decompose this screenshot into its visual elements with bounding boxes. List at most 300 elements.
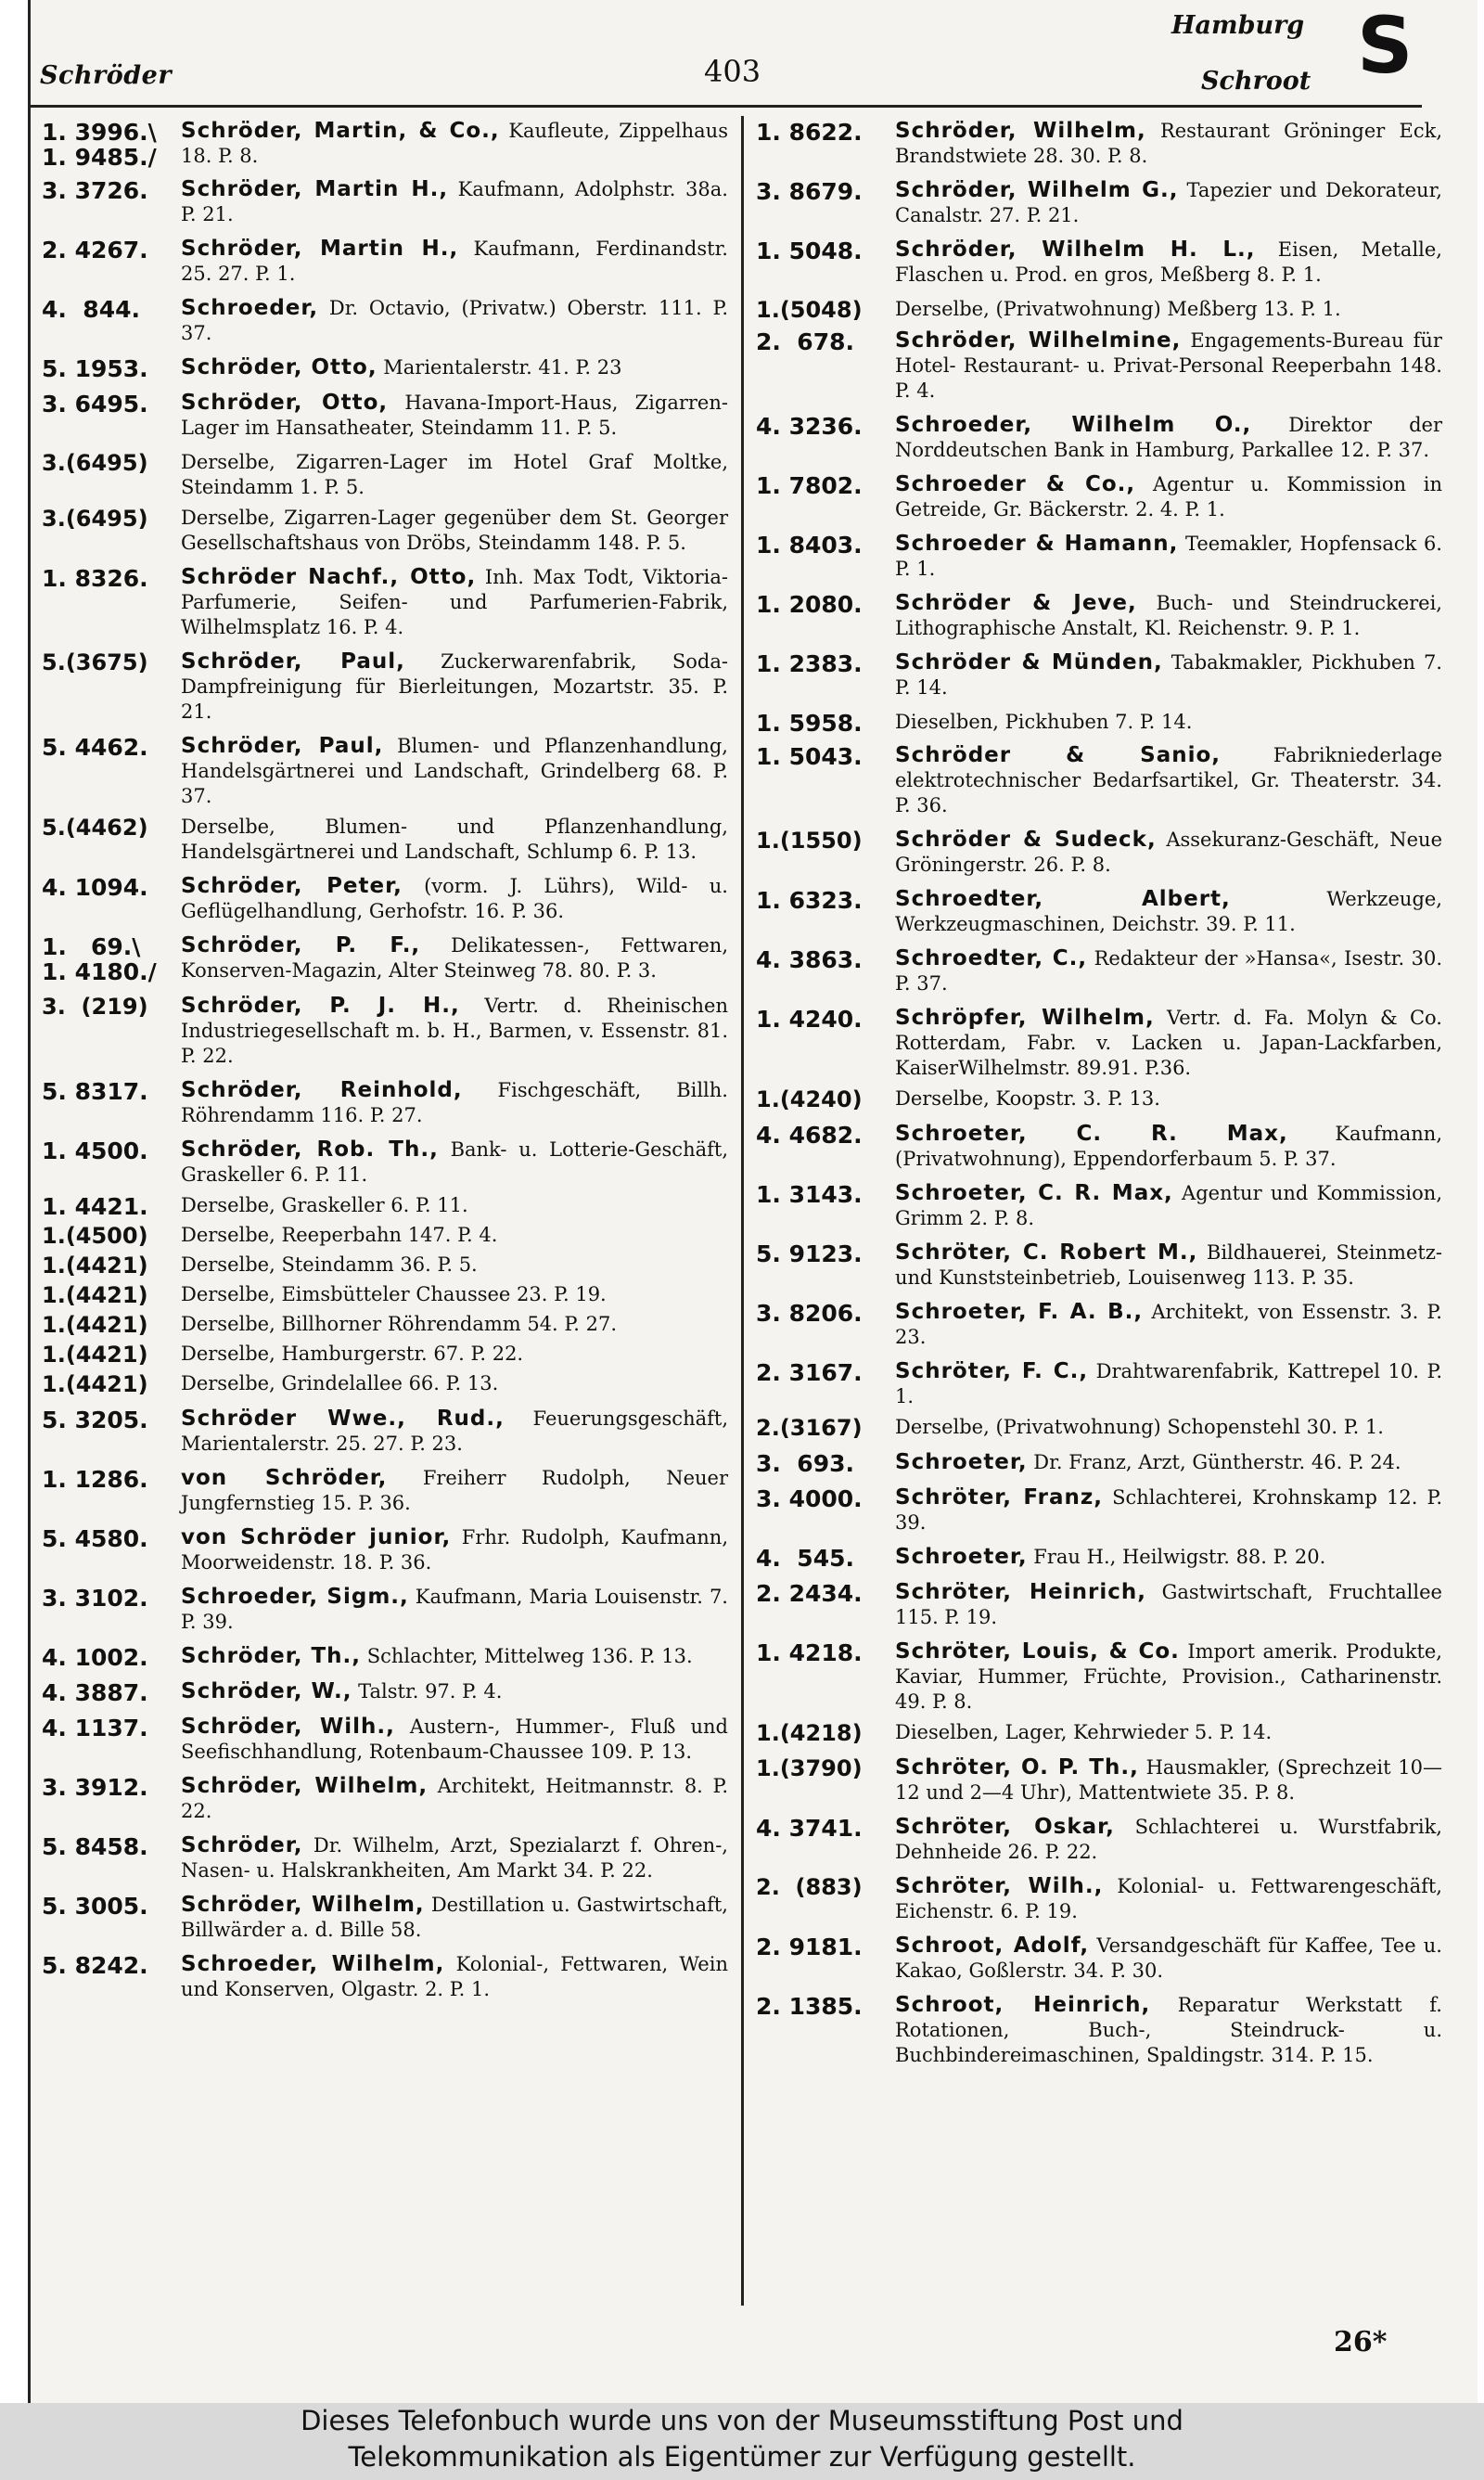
directory-entry [756,328,1442,404]
entry-name: Schröder, Wilhelm, [895,119,1146,143]
entry-text [181,1833,728,1883]
phone-number: 3. 3726. [42,177,148,204]
phone-number: 1. 69.\ 1. 4180./ [42,933,157,985]
directory-entry [42,1679,728,1705]
entry-name: Schröder Wwe., Rud., [181,1407,505,1431]
entry-text [181,1312,728,1337]
phone-number: 5. 1953. [42,355,148,382]
entry-details: Reparatur Werkstatt f. Rotationen, Buch-, Steindruck- u. Buchbindereimaschinen, Spaldingstr. 314. P. 15. [895,1994,1442,2066]
directory-entry [756,413,1442,463]
entry-name: Schröpfer, Wilhelm, [895,1006,1155,1030]
entry-text [895,828,1442,878]
entry-details: Agentur u. Kommission in Getreide, Gr. Bäckerstr. 2. 4. P. 1. [895,473,1443,520]
entry-text [181,1715,728,1765]
entry-text [181,1952,728,2002]
phone-number: 1.(4421) [42,1253,148,1279]
header-right-keyword: Schroot [1201,67,1311,96]
left-column [42,119,728,2011]
entry-text [895,946,1442,996]
entry-name: Schröder, Paul, [181,649,405,674]
phone-number: 1. 2080. [756,591,863,618]
directory-entry [756,1359,1442,1409]
entry-text [895,650,1442,700]
entry-name: Schröder, Wilh., [181,1715,395,1739]
directory-entry [756,828,1442,878]
entry-details: Derselbe, Blumen- und Pflanzenhandlung, Handelsgärtnerei und Landschaft, Schlump 6. P. 13. [181,816,728,863]
directory-entry [756,119,1442,169]
phone-number: 1. 5958. [756,710,863,737]
phone-number: 1.(4421) [42,1342,148,1368]
entry-details: Havana-Import-Haus, Zigarren-Lager im Hansatheater, Steindamm 11. P. 5. [181,392,728,439]
entry-name: Schröter, O. P. Th., [895,1755,1139,1780]
directory-entry [42,1644,728,1670]
entry-name: Schröder, Martin, & Co., [181,119,500,143]
entry-details: Kolonial-, Fettwaren, Wein und Konserven, Olgastr. 2. P. 1. [181,1953,728,2000]
phone-number: 1.(1550) [756,828,863,854]
entry-text [895,238,1442,288]
phone-number: 1. 8622. [756,119,863,146]
entry-name: Schröder, Wilhelm, [181,1774,429,1798]
phone-number: 1. 3996.\ 1. 9485./ [42,119,157,171]
phone-number: 2. 1385. [756,1993,863,2020]
entry-text [181,1525,728,1575]
phone-number: 2.(3167) [756,1415,863,1441]
directory-entry [42,1774,728,1824]
phone-number: 4. 3863. [756,946,863,973]
directory-entry [756,1639,1442,1715]
entry-details: Hausmakler, (Sprechzeit 10—12 und 2—4 Uhr), Mattentwiete 35. P. 8. [895,1756,1442,1804]
header-city: Hamburg [1171,11,1305,40]
entry-text [895,1934,1442,1984]
directory-entry [42,1193,728,1219]
entry-details: Vertr. d. Rheinischen Industriegesellschaft m. b. H., Barmen, v. Essenstr. 81. P. 22. [181,995,728,1067]
entry-text [895,1485,1442,1536]
phone-number: 1. 2383. [756,650,863,677]
phone-number: 1.(5048) [756,297,863,323]
directory-entry [42,1585,728,1635]
entry-text [895,1815,1442,1865]
directory-entry [756,1122,1442,1172]
directory-entry [42,506,728,556]
entry-name: Schröder, Th., [181,1644,362,1668]
entry-details: Import amerik. Produkte, Kaviar, Hummer, Früchte, Provision., Catharinenstr. 49. P. 8. [895,1640,1442,1713]
entry-text [895,1300,1442,1350]
directory-entry [756,1086,1442,1112]
phone-number: 5.(3675) [42,649,148,675]
entry-details: Kolonial- u. Fettwarengeschäft, Eichenstr. 6. P. 19. [895,1875,1442,1922]
entry-details: Schlachterei, Krohnskamp 12. P. 39. [895,1486,1442,1534]
directory-entry [42,1407,728,1457]
entry-details: Bildhauerei, Steinmetz- und Kunststeinbetrieb, Louisenweg 113. P. 35. [895,1241,1442,1289]
phone-number: 1. 5048. [756,238,863,264]
entry-name: Schroeter, C. R. Max, [895,1122,1288,1146]
directory-entry [42,994,728,1069]
entry-name: Schroeder & Co., [895,472,1136,496]
phone-number: 2. 9181. [756,1934,863,1960]
entry-name: Schroeter, C. R. Max, [895,1181,1173,1205]
entry-name: Schröder, Martin H., [181,177,449,201]
entry-text [895,328,1442,404]
entry-name: Schröder, P. J. H., [181,994,460,1018]
directory-entry [756,178,1442,228]
phone-number: 5. 8317. [42,1078,148,1105]
entry-details: Fischgeschäft, Billh. Röhrendamm 116. P. 27. [181,1079,728,1126]
directory-entry [756,1993,1442,2068]
entry-text [895,1415,1442,1440]
phone-number: 1. 4500. [42,1137,148,1164]
entry-name: Schröder, Wilhelm H. L., [895,238,1256,262]
entry-details: Derselbe, Zigarren-Lager gegenüber dem St. Georger Gesellschaftshaus von Dröbs, Steindamm 148. P. 5. [181,507,728,554]
directory-entry [42,815,728,865]
directory-entry [756,297,1442,323]
entry-details: Architekt, Heitmannstr. 8. P. 22. [181,1775,729,1822]
phone-number: 5. 4462. [42,734,148,761]
directory-entry [42,649,728,725]
entry-text [181,391,728,441]
entry-details: Fabrikniederlage elektrotechnischer Bedarfsartikel, Gr. Theaterstr. 34. P. 36. [895,744,1442,816]
entry-text [895,1240,1442,1291]
entry-name: Schröder, P. F., [181,933,421,957]
directory-entry [42,734,728,809]
directory-entry [756,1815,1442,1865]
entry-name: Schröder, Otto, [181,355,377,379]
entry-text [181,815,728,865]
entry-text [181,1585,728,1635]
entry-text [895,1720,1442,1745]
entry-text [895,591,1442,641]
directory-entry [756,1415,1442,1441]
footer-line-2: Telekommunikation als Eigentümer zur Verfügung gestellt. [348,2441,1136,2473]
entry-text [181,506,728,556]
phone-number: 5.(4462) [42,815,148,841]
entry-text [181,994,728,1069]
phone-number: 2. 678. [756,328,854,355]
directory-entry [42,1312,728,1338]
entry-text [181,1282,728,1307]
entry-details: Dieselben, Lager, Kehrwieder 5. P. 14. [895,1721,1273,1743]
phone-number: 3. (219) [42,994,148,1020]
phone-number: 1. 5043. [756,743,863,770]
entry-details: Vertr. d. Fa. Molyn & Co. Rotterdam, Fabr. v. Lacken u. Japan-Lackfarben, KaiserWilhelmstr. 89.91. P.36. [895,1007,1442,1079]
entry-name: Schroedter, Albert, [895,887,1231,911]
entry-details: Tabakmakler, Pickhuben 7. P. 14. [895,651,1442,699]
entry-name: Schröter, Oskar, [895,1815,1115,1839]
entry-text [895,1181,1442,1231]
entry-text [181,933,728,983]
phone-number: 1.(4421) [42,1312,148,1338]
entry-text [895,1580,1442,1630]
entry-text [181,874,728,924]
directory-entry [42,450,728,500]
entry-text [181,1371,728,1396]
directory-entry [756,1755,1442,1805]
entry-details: Kaufmann, Maria Louisenstr. 7. P. 39. [181,1586,728,1633]
phone-number: 3. 4000. [756,1485,863,1512]
entry-details: Dr. Franz, Arzt, Güntherstr. 46. P. 24. [1033,1451,1401,1473]
directory-entry [42,1137,728,1188]
entry-name: Schröder, Wilhelmine, [895,328,1182,353]
phone-number: 1. 7802. [756,472,863,499]
right-column [756,119,1442,2077]
entry-name: Schroeder, Wilhelm, [181,1952,445,1976]
directory-entry [756,591,1442,641]
directory-entry [42,1952,728,2002]
entry-details: Engagements-Bureau für Hotel- Restaurant- u. Privat-Personal Reeperbahn 148. P. 4. [895,329,1442,402]
entry-name: Schroeder, Wilhelm O., [895,413,1252,437]
directory-entry [756,1580,1442,1630]
phone-number: 2. 4267. [42,237,148,263]
phone-number: 4. 1002. [42,1644,148,1671]
entry-text [895,1545,1442,1570]
entry-text [895,532,1442,582]
phone-number: 2. 3167. [756,1359,863,1386]
entry-text [895,297,1442,322]
phone-number: 1. 4421. [42,1193,148,1220]
footer-notice [0,2403,1484,2480]
entry-details: Assekuranz-Geschäft, Neue Gröningerstr. 26. P. 8. [895,829,1442,876]
directory-entry [42,1282,728,1308]
entry-details: Dr. Octavio, (Privatw.) Oberstr. 111. P. 37. [181,297,728,344]
entry-text [181,177,728,227]
directory-entry [42,1078,728,1128]
directory-entry [42,296,728,346]
entry-details: Kaufleute, Zippelhaus 18. P. 8. [181,120,728,167]
directory-entry [42,1466,728,1516]
entry-name: Schröder, Peter, [181,874,403,898]
entry-text [181,1893,728,1943]
phone-number: 4. 3741. [756,1815,863,1842]
directory-entry [756,238,1442,288]
entry-name: Schroeder & Hamann, [895,532,1179,556]
directory-entry [42,1833,728,1883]
entry-text [895,887,1442,937]
phone-number: 3.(6495) [42,506,148,532]
entry-text [895,1450,1442,1475]
entry-details: Derselbe, Billhorner Röhrendamm 54. P. 27. [181,1313,618,1335]
entry-details: Restaurant Gröninger Eck, Brandstwiete 28. 30. P. 8. [895,120,1442,167]
directory-entry [756,1720,1442,1746]
entry-text [181,237,728,287]
phone-number: 4. 1137. [42,1715,148,1741]
entry-name: Schröder, Reinhold, [181,1078,463,1102]
entry-details: Eisen, Metalle, Flaschen u. Prod. en gros, Meßberg 8. P. 1. [895,238,1442,286]
entry-text [181,355,728,380]
entry-name: Schröder, Paul, [181,734,384,758]
phone-number: 4. 545. [756,1545,854,1572]
entry-details: Direktor der Norddeutschen Bank in Hamburg, Parkallee 12. P. 37. [895,414,1442,461]
directory-entry [756,650,1442,700]
directory-entry [42,391,728,441]
entry-name: Schröder, Wilhelm G., [895,178,1179,202]
entry-text [181,1342,728,1367]
directory-entry [42,1253,728,1279]
directory-entry [42,874,728,924]
entry-text [895,1359,1442,1409]
entry-name: Schröder, Rob. Th., [181,1137,439,1162]
phone-number: 3. 6495. [42,391,148,418]
phone-number: 2. 2434. [756,1580,863,1607]
entry-details: Tapezier und Dekorateur, Canalstr. 27. P. 21. [895,179,1442,226]
entry-details: Werkzeuge, Werkzeugmaschinen, Deichstr. 39. P. 11. [895,888,1442,935]
entry-name: Schroedter, C., [895,946,1088,970]
phone-number: 4. 4682. [756,1122,863,1149]
phone-number: 1.(3790) [756,1755,863,1781]
entry-details: Talstr. 97. P. 4. [358,1680,503,1703]
entry-name: Schröter, Louis, & Co. [895,1639,1180,1664]
directory-entry [756,532,1442,582]
entry-details: (vorm. J. Lührs), Wild- u. Geflügelhandlung, Gerhofstr. 16. P. 36. [181,875,728,922]
entry-details: Drahtwarenfabrik, Kattrepel 10. P. 1. [895,1360,1442,1407]
directory-entry [756,710,1442,736]
entry-name: Schröder Nachf., Otto, [181,565,477,589]
entry-name: Schroot, Heinrich, [895,1993,1151,2017]
entry-name: von Schröder junior, [181,1525,452,1549]
entry-details: Architekt, von Essenstr. 3. P. 23. [895,1301,1442,1348]
entry-text [895,1122,1442,1172]
entry-name: Schroeter, [895,1545,1028,1569]
directory-entry [756,472,1442,522]
directory-entry [756,1240,1442,1291]
directory-entry [42,177,728,227]
phone-number: 2. (883) [756,1874,863,1900]
entry-details: Delikatessen-, Fettwaren, Konserven-Magazin, Alter Steinweg 78. 80. P. 3. [181,934,728,982]
entry-details: Derselbe, Hamburgerstr. 67. P. 22. [181,1343,524,1365]
entry-name: Schröter, Franz, [895,1485,1104,1510]
directory-entry [756,1545,1442,1571]
entry-text [181,1774,728,1824]
entry-name: Schroeter, [895,1450,1028,1474]
directory-entry [756,1485,1442,1536]
phone-number: 4. 3887. [42,1679,148,1706]
phone-number: 5. 3205. [42,1407,148,1433]
entry-details: Dieselben, Pickhuben 7. P. 14. [895,711,1193,733]
header-rule [31,105,1422,108]
entry-text [895,119,1442,169]
directory-entry [42,1371,728,1397]
entry-details: Agentur und Kommission, Grimm 2. P. 8. [895,1182,1442,1229]
entry-details: Bank- u. Lotterie-Geschäft, Graskeller 6. P. 11. [181,1138,728,1186]
entry-details: Teemakler, Hopfensack 6. P. 1. [895,533,1442,580]
phone-number: 1.(4421) [42,1282,148,1308]
entry-text [895,710,1442,735]
phone-number: 4. 844. [42,296,140,323]
entry-details: Derselbe, Eimsbütteler Chaussee 23. P. 19. [181,1283,607,1305]
phone-number: 1. 8326. [42,565,148,592]
entry-details: Gastwirtschaft, Fruchtallee 115. P. 19. [895,1581,1442,1628]
entry-text [181,1078,728,1128]
directory-entry [756,946,1442,996]
entry-text [181,119,728,169]
entry-details: Blumen- und Pflanzenhandlung, Handelsgärtnerei und Landschaft, Grindelberg 68. P. 37. [181,735,728,807]
directory-entry [756,887,1442,937]
entry-text [895,1006,1442,1081]
phone-number: 3.(6495) [42,450,148,476]
entry-text [181,450,728,500]
entry-text [181,734,728,809]
entry-name: Schröder, Wilhelm, [181,1893,425,1917]
directory-entry [756,1181,1442,1231]
entry-text [181,1466,728,1516]
entry-text [181,1679,728,1704]
entry-details: Dr. Wilhelm, Arzt, Spezialarzt f. Ohren-, Nasen- u. Halskrankheiten, Am Markt 34. P. 22. [181,1834,728,1882]
directory-entry [42,933,728,984]
entry-text [181,649,728,725]
entry-details: Frau H., Heilwigstr. 88. P. 20. [1033,1546,1326,1568]
entry-details: Derselbe, (Privatwohnung) Meßberg 13. P. 1. [895,298,1341,320]
phone-number: 1. 3143. [756,1181,863,1208]
entry-text [181,1253,728,1278]
phone-number: 1.(4421) [42,1371,148,1397]
entry-text [895,1755,1442,1805]
entry-text [181,1137,728,1188]
entry-text [895,1874,1442,1924]
entry-name: Schröter, Wilh., [895,1874,1104,1898]
entry-name: Schroot, Adolf, [895,1934,1090,1958]
phone-number: 3. 3912. [42,1774,148,1801]
entry-name: Schröder, W., [181,1679,352,1703]
phone-number: 3. 8679. [756,178,863,205]
entry-details: Buch- und Steindruckerei, Lithographische Anstalt, Kl. Reichenstr. 9. P. 1. [895,592,1442,639]
phone-number: 1.(4500) [42,1223,148,1249]
entry-text [181,1407,728,1457]
entry-details: Destillation u. Gastwirtschaft, Billwärder a. d. Bille 58. [181,1894,728,1941]
entry-text [895,413,1442,463]
directory-entry [42,1525,728,1575]
directory-entry [42,1893,728,1943]
footer-line-1: Dieses Telefonbuch wurde uns von der Museumsstiftung Post und [301,2405,1183,2436]
phone-number: 5. 3005. [42,1893,148,1920]
entry-details: Kaufmann, Adolphstr. 38a. P. 21. [181,178,728,225]
directory-entry [42,1715,728,1765]
phone-number: 5. 4580. [42,1525,148,1552]
phone-number: 3. 8206. [756,1300,863,1327]
entry-name: Schröder & Sudeck, [895,828,1157,852]
entry-details: Schlachterei u. Wurstfabrik, Dehnheide 26. P. 22. [895,1816,1442,1863]
entry-text [895,743,1442,818]
entry-name: Schröder, Otto, [181,391,389,415]
entry-text [895,1639,1442,1715]
directory-page [28,0,1478,2403]
entry-details: Derselbe, Graskeller 6. P. 11. [181,1194,468,1216]
entry-details: Redakteur der »Hansa«, Isestr. 30. P. 37. [895,947,1442,995]
entry-details: Derselbe, (Privatwohnung) Schopenstehl 30. P. 1. [895,1416,1384,1438]
entry-name: Schröder & Sanio, [895,743,1222,767]
page-number: 403 [704,54,761,89]
directory-entry [42,1223,728,1249]
directory-entry [756,1450,1442,1476]
directory-entry [756,1006,1442,1081]
phone-number: 1. 1286. [42,1466,148,1493]
column-divider [741,116,744,2306]
entry-text [181,1644,728,1669]
entry-details: Austern-, Hummer-, Fluß und Seefischhandlung, Rotenbaum-Chaussee 109. P. 13. [181,1715,728,1763]
phone-number: 1.(4218) [756,1720,863,1746]
directory-entry [756,1300,1442,1350]
entry-details: Frhr. Rudolph, Kaufmann, Moorweidenstr. 18. P. 36. [181,1526,728,1574]
entry-details: Derselbe, Reeperbahn 147. P. 4. [181,1224,498,1246]
entry-name: Schröter, F. C., [895,1359,1089,1383]
page-header [31,0,1478,102]
entry-text [181,565,728,640]
entry-text [895,1993,1442,2068]
phone-number: 1.(4240) [756,1086,863,1112]
phone-number: 5. 8242. [42,1952,148,1979]
entry-details: Kaufmann, (Privatwohnung), Eppendorferbaum 5. P. 37. [895,1123,1442,1170]
entry-text [181,1193,728,1218]
directory-entry [756,1934,1442,1984]
entry-name: Schröder & Münden, [895,650,1163,675]
phone-number: 4. 1094. [42,874,148,901]
